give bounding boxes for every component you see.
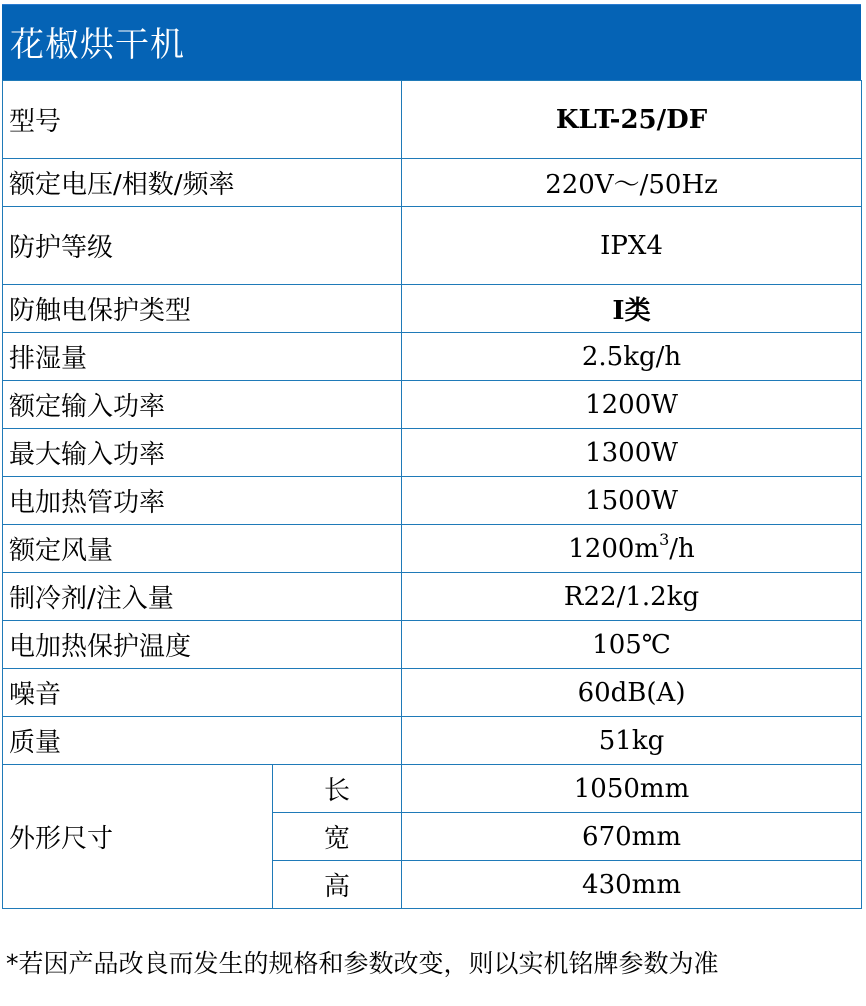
row-label-protection-grade: 防护等级 [3,207,402,285]
title-bar [2,4,861,80]
row-value-heater-protect-temp: 105℃ [402,621,862,669]
table-row [3,381,862,429]
row-label-noise: 噪音 [3,669,402,717]
row-label-dehumidification: 排湿量 [3,333,402,381]
row-label-heater-protect-temp: 电加热保护温度 [3,621,402,669]
row-value-heater-power: 1500W [402,477,862,525]
row-label-max-power: 最大输入功率 [3,429,402,477]
table-row [3,477,862,525]
table-row [3,285,862,333]
footnote: *若因产品改良而发生的规格和参数改变，则以实机铭牌参数为准 [6,949,719,978]
table-row [3,621,862,669]
air-volume-superscript: 3 [659,529,670,549]
dimension-label-length: 长 [273,765,402,813]
row-label-heater-power: 电加热管功率 [3,477,402,525]
table-row [3,573,862,621]
row-label-voltage: 额定电压/相数/频率 [3,159,402,207]
table-row [3,669,862,717]
row-value-model: KLT-25/DF [402,81,862,159]
dimension-value-width: 670mm [402,813,862,861]
dimension-value-length: 1050mm [402,765,862,813]
table-row [3,525,862,573]
dimension-value-height: 430mm [402,861,862,909]
table-row [3,81,862,159]
table-row [3,159,862,207]
air-volume-number: 1200m [568,533,660,564]
table-row [3,429,862,477]
table-row [3,207,862,285]
row-value-refrigerant: R22/1.2kg [402,573,862,621]
dimension-label-height: 高 [273,861,402,909]
air-volume-suffix: /h [669,533,695,564]
row-value-max-power: 1300W [402,429,862,477]
dimension-label-width: 宽 [273,813,402,861]
row-value-noise: 60dB(A) [402,669,862,717]
row-label-dimensions: 外形尺寸 [3,765,273,909]
table-row [3,333,862,381]
table-row [3,765,862,813]
row-label-refrigerant: 制冷剂/注入量 [3,573,402,621]
row-value-air-volume [402,525,862,573]
table-row [3,717,862,765]
row-value-dehumidification: 2.5kg/h [402,333,862,381]
row-value-rated-power: 1200W [402,381,862,429]
row-label-weight: 质量 [3,717,402,765]
row-value-shock-protection: I类 [402,285,862,333]
row-value-voltage: 220V～/50Hz [402,159,862,207]
row-label-shock-protection: 防触电保护类型 [3,285,402,333]
row-value-weight: 51kg [402,717,862,765]
row-label-rated-power: 额定输入功率 [3,381,402,429]
spec-table [2,80,862,909]
row-value-protection-grade: IPX4 [402,207,862,285]
row-label-air-volume: 额定风量 [3,525,402,573]
row-label-model: 型号 [3,81,402,159]
page-title: 花椒烘干机 [10,25,185,65]
